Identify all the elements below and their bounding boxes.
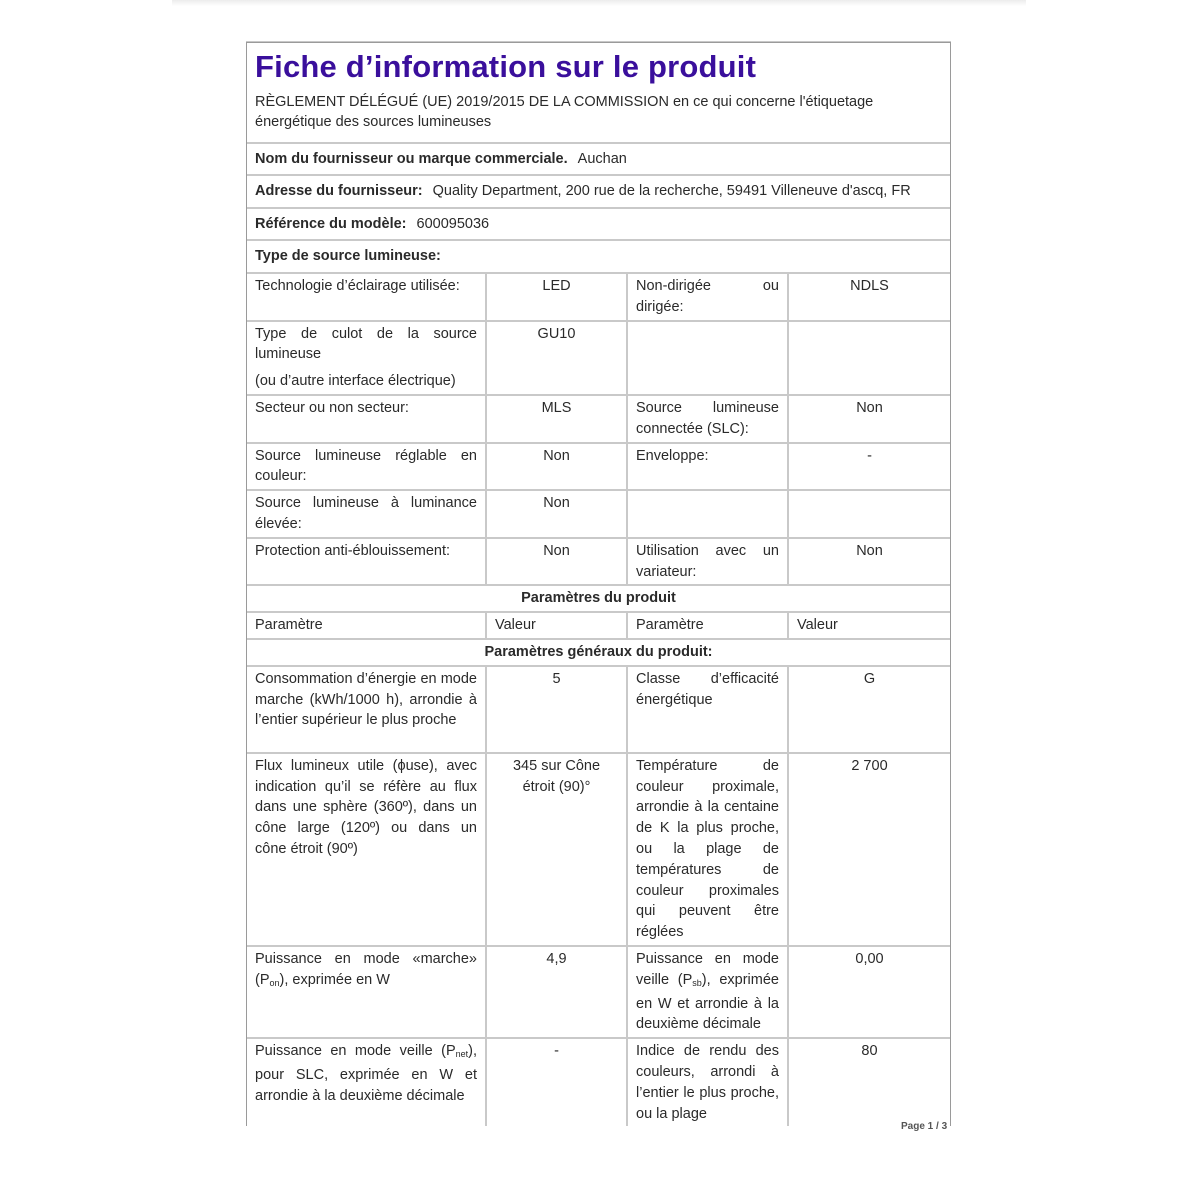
table-row bbox=[247, 1038, 950, 1126]
param-label bbox=[627, 321, 788, 395]
param-label bbox=[247, 946, 486, 1038]
param-value: 2 700 bbox=[788, 753, 950, 946]
param-label: Utilisation avec un variateur: bbox=[627, 538, 788, 586]
param-value: 80 bbox=[861, 1043, 878, 1060]
table-row bbox=[247, 321, 950, 395]
param-label: Température de couleur proximale, arrondie à la centaine de K la plus proche, ou la plage de températures de couleur proximales qui peuvent être réglées bbox=[627, 753, 788, 946]
param-label: Enveloppe: bbox=[627, 443, 788, 491]
column-header-parameter: Paramètre bbox=[627, 612, 788, 639]
product-params-heading: Paramètres du produit bbox=[247, 585, 950, 612]
param-label bbox=[247, 1038, 486, 1126]
param-value: - bbox=[486, 1038, 627, 1126]
table-row bbox=[247, 274, 950, 321]
supplier-label: Nom du fournisseur ou marque commerciale. bbox=[255, 151, 568, 167]
table-row bbox=[247, 753, 950, 946]
regulation-subtitle: RÈGLEMENT DÉLÉGUÉ (UE) 2019/2015 DE LA COMMISSION en ce qui concerne l'étiquetage énergétique des sources lumineuses bbox=[255, 94, 874, 130]
header-block bbox=[247, 43, 950, 144]
subscript: on bbox=[269, 977, 280, 988]
address-label: Adresse du fournisseur: bbox=[255, 183, 423, 199]
param-label-main: Type de culot de la source lumineuse bbox=[255, 325, 477, 363]
general-params-heading: Paramètres généraux du produit: bbox=[247, 639, 950, 666]
param-value: 0,00 bbox=[788, 946, 950, 1038]
param-value: LED bbox=[486, 274, 627, 321]
param-label: Consommation d’énergie en mode marche (kWh/1000 h), arrondie à l’entier supérieur le plus proche bbox=[247, 666, 486, 753]
param-label-text: Puissance en mode veille (P bbox=[255, 1043, 456, 1060]
product-information-sheet bbox=[246, 42, 951, 1126]
section-heading-row bbox=[247, 585, 950, 612]
param-label: Protection anti-éblouissement: bbox=[247, 538, 486, 586]
param-label bbox=[247, 321, 486, 395]
param-label: Indice de rendu des couleurs, arrondi à l’entier le plus proche, ou la plage bbox=[627, 1038, 788, 1126]
param-label bbox=[627, 946, 788, 1038]
supplier-value: Auchan bbox=[577, 151, 627, 167]
param-label-text: ), pour SLC, exprimée en W et arrondie à la deuxième décimale bbox=[255, 1043, 477, 1104]
subscript: net bbox=[455, 1049, 469, 1060]
column-header-value: Valeur bbox=[486, 612, 627, 639]
column-header-value: Valeur bbox=[788, 612, 950, 639]
param-label bbox=[627, 490, 788, 538]
param-label: Technologie d’éclairage utilisée: bbox=[247, 274, 486, 321]
subscript: sb bbox=[692, 977, 702, 988]
table-row bbox=[247, 666, 950, 753]
param-value: MLS bbox=[486, 395, 627, 443]
param-label-text: ), exprimée en W et arrondie à la deuxième décimale bbox=[636, 971, 779, 1033]
section-heading-row bbox=[247, 639, 950, 666]
model-row bbox=[247, 209, 950, 241]
parameters-table bbox=[247, 274, 950, 1126]
table-row bbox=[247, 946, 950, 1038]
param-label-text: Puissance en mode «marche» (P bbox=[255, 950, 477, 988]
param-label: Classe d’efficacité énergétique bbox=[627, 666, 788, 753]
table-row bbox=[247, 395, 950, 443]
model-value: 600095036 bbox=[416, 216, 490, 232]
param-value: 345 sur Cône étroit (90)° bbox=[486, 753, 627, 946]
param-value: 5 bbox=[486, 666, 627, 753]
page-top-edge bbox=[172, 0, 1026, 6]
param-value: Non bbox=[788, 538, 950, 586]
param-label-extra: (ou d’autre interface électrique) bbox=[255, 373, 456, 390]
table-row bbox=[247, 490, 950, 538]
param-value bbox=[788, 490, 950, 538]
param-value: 4,9 bbox=[486, 946, 627, 1038]
document-title: Fiche d’information sur le produit bbox=[255, 49, 757, 84]
param-value: Non bbox=[486, 443, 627, 491]
address-value: Quality Department, 200 rue de la recherche, 59491 Villeneuve d'ascq, FR bbox=[432, 183, 911, 199]
column-header-row bbox=[247, 612, 950, 639]
source-type-heading: Type de source lumineuse: bbox=[255, 248, 441, 264]
param-label: Source lumineuse connectée (SLC): bbox=[627, 395, 788, 443]
param-label-text: Puissance en mode veille (P bbox=[636, 950, 779, 988]
param-label: Non-dirigée ou dirigée: bbox=[627, 274, 788, 321]
source-type-heading-row bbox=[247, 241, 950, 274]
column-header-parameter: Paramètre bbox=[247, 612, 486, 639]
param-value: G bbox=[788, 666, 950, 753]
param-value: Non bbox=[486, 538, 627, 586]
param-label: Source lumineuse réglable en couleur: bbox=[247, 443, 486, 491]
param-value: NDLS bbox=[788, 274, 950, 321]
table-row bbox=[247, 538, 950, 586]
param-value: Non bbox=[788, 395, 950, 443]
table-row bbox=[247, 443, 950, 491]
param-value: - bbox=[788, 443, 950, 491]
param-label: Source lumineuse à luminance élevée: bbox=[247, 490, 486, 538]
address-row bbox=[247, 176, 950, 209]
param-value: Non bbox=[486, 490, 627, 538]
param-value: GU10 bbox=[486, 321, 627, 395]
param-label: Secteur ou non secteur: bbox=[247, 395, 486, 443]
param-label: Flux lumineux utile (ϕuse), avec indication qu’il se réfère au flux dans une sphère (360º), dans un cône large (120º) ou dans un cône étroit (90º) bbox=[247, 753, 486, 946]
param-label-text: ), exprimée en W bbox=[279, 971, 390, 988]
param-value bbox=[788, 321, 950, 395]
supplier-row bbox=[247, 144, 950, 176]
model-label: Référence du modèle: bbox=[255, 216, 407, 232]
page-number: Page 1 / 3 bbox=[901, 1121, 948, 1132]
